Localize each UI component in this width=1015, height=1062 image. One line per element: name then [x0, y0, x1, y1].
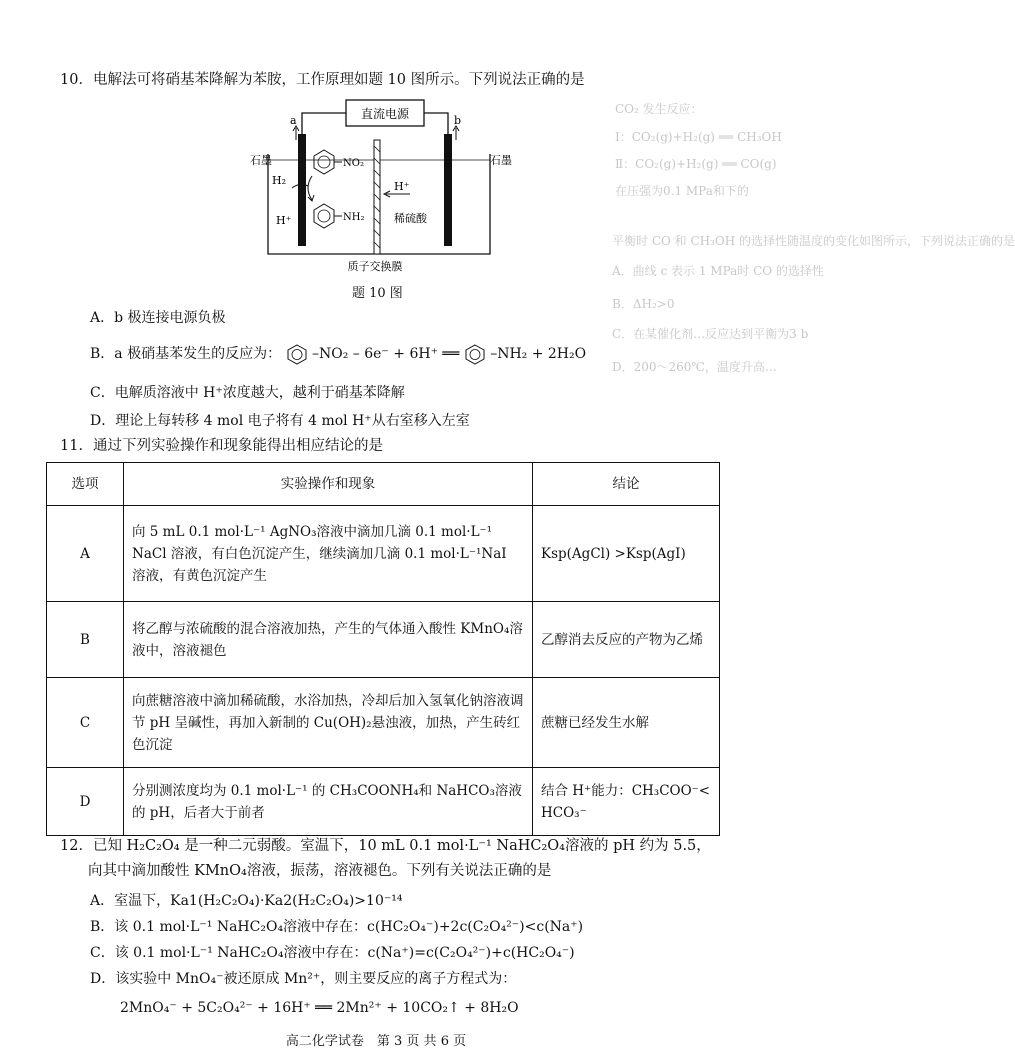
header-operation: 实验操作和现象 [124, 463, 533, 506]
acid-label: 稀硫酸 [394, 212, 427, 225]
no2-label: NO₂ [343, 158, 364, 169]
row-operation: 向 5 mL 0.1 mol·L⁻¹ AgNO₃溶液中滴加几滴 0.1 mol·L⁻¹ NaCl 溶液，有白色沉淀产生，继续滴加几滴 0.1 mol·L⁻¹NaI 溶液，有黄色沉淀产生 [124, 506, 533, 602]
q10-option-b [90, 344, 586, 364]
nitrobenzene-ring-icon [314, 150, 334, 174]
left-electrode-label: 石墨 [250, 154, 272, 167]
aromatic-circle-icon [318, 156, 330, 168]
row-conclusion: 结合 H⁺能力：CH₃COO⁻< HCO₃⁻ [533, 768, 720, 836]
arrow-up-icon [453, 126, 459, 140]
q12-option-a: A．室温下，Ka1(H₂C₂O₄)·Ka2(H₂C₂O₄)>10⁻¹⁴ [90, 893, 403, 909]
q12-stem-line2: 向其中滴加酸性 KMnO₄溶液，振荡，溶液褪色。下列有关说法正确的是 [88, 863, 552, 879]
row-conclusion: Ksp(AgCl) >Ksp(AgI) [533, 506, 720, 602]
q12-option-b: B．该 0.1 mol·L⁻¹ NaHC₂O₄溶液中存在：c(HC₂O₄⁻)+2c(C₂O₄²⁻)<c(Na⁺) [90, 919, 584, 935]
table-row [47, 506, 720, 602]
hplus-right-label: H⁺ [394, 180, 410, 193]
q10-option-b-product: –NH₂ + 2H₂O [490, 346, 587, 362]
q12-stem-line1: 12．已知 H₂C₂O₄ 是一种二元弱酸。室温下，10 mL 0.1 mol·L⁻¹ NaHC₂O₄溶液的 pH 约为 5.5， [60, 838, 711, 854]
header-conclusion: 结论 [533, 463, 720, 506]
ghost-line: Ⅰ：CO₂(g)+H₂(g) ══ CH₃OH [615, 130, 782, 144]
right-graphite-electrode [444, 134, 452, 246]
row-operation: 向蔗糖溶液中滴加稀硫酸，水浴加热，冷却后加入氢氧化钠溶液调节 pH 呈碱性，再加入新制的 Cu(OH)₂悬浊液，加热，产生砖红色沉淀 [124, 678, 533, 768]
row-conclusion: 蔗糖已经发生水解 [533, 678, 720, 768]
membrane-label: 质子交换膜 [347, 260, 403, 273]
page-footer: 高二化学试卷 第 3 页 共 6 页 [285, 1034, 467, 1049]
experiment-table [46, 462, 720, 836]
row-option: D [47, 768, 124, 836]
ghost-line: D．200～260℃，温度升高… [612, 360, 777, 374]
q11-stem: 11．通过下列实验操作和现象能得出相应结论的是 [60, 438, 383, 454]
ghost-line: Ⅱ：CO₂(g)+H₂(g) ══ CO(g) [615, 157, 777, 171]
curved-arrow-icon [308, 176, 312, 200]
figure-caption: 题 10 图 [352, 286, 403, 301]
aniline-ring-icon [314, 204, 334, 228]
table-header-row [47, 463, 720, 506]
q10-option-c: C．电解质溶液中 H⁺浓度越大，越利于硝基苯降解 [90, 385, 405, 401]
ghost-line: C．在某催化剂…反应达到平衡为3 b [612, 327, 809, 341]
q12-option-c: C．该 0.1 mol·L⁻¹ NaHC₂O₄溶液中存在：c(Na⁺)=c(C₂O₄²⁻)+c(HC₂O₄⁻) [90, 945, 575, 961]
benzene-ring-icon [286, 344, 308, 364]
table-row [47, 602, 720, 678]
terminal-b-label: b [454, 114, 462, 127]
q10-option-d: D．理论上每转移 4 mol 电子将有 4 mol H⁺从右室移入左室 [90, 413, 470, 429]
row-option: A [47, 506, 124, 602]
aromatic-circle-icon [318, 210, 330, 222]
power-supply-label: 直流电源 [360, 107, 410, 121]
right-electrode-label: 石墨 [490, 154, 512, 167]
q10-stem: 10．电解法可将硝基苯降解为苯胺，工作原理如题 10 图所示。下列说法正确的是 [60, 72, 585, 88]
table-row [47, 678, 720, 768]
row-option: B [47, 602, 124, 678]
row-conclusion: 乙醇消去反应的产物为乙烯 [533, 602, 720, 678]
row-option: C [47, 678, 124, 768]
table-row [47, 768, 720, 836]
wire-left [302, 113, 346, 136]
header-option: 选项 [47, 463, 124, 506]
electrolysis-diagram [250, 96, 520, 272]
nh2-label: NH₂ [343, 212, 365, 223]
ghost-line: 平衡时 CO 和 CH₃OH 的选择性随温度的变化如图所示，下列说法正确的是 [612, 234, 1015, 248]
h2-label: H₂ [272, 174, 287, 187]
hplus-left-label: H⁺ [276, 214, 292, 227]
terminal-a-label: a [290, 114, 297, 127]
row-operation: 将乙醇与浓硫酸的混合溶液加热，产生的气体通入酸性 KMnO₄溶液中，溶液褪色 [124, 602, 533, 678]
left-graphite-electrode [298, 134, 306, 246]
q12-option-d: D．该实验中 MnO₄⁻被还原成 Mn²⁺，则主要反应的离子方程式为： [90, 971, 517, 987]
q10-option-a: A．b 极连接电源负极 [90, 310, 226, 326]
q12-equation: 2MnO₄⁻ + 5C₂O₄²⁻ + 16H⁺ ══ 2Mn²⁺ + 10CO₂↑ + 8H₂O [120, 1000, 519, 1016]
ghost-line: 在压强为0.1 MPa和下的 [615, 184, 749, 198]
ghost-line: CO₂ 发生反应： [615, 102, 703, 116]
ghost-line: B．ΔH₂>0 [612, 297, 675, 311]
ghost-line: A．曲线 c 表示 1 MPa时 CO 的选择性 [612, 264, 824, 278]
q10-option-b-reaction: –NO₂ – 6e⁻ + 6H⁺ ══ [312, 346, 460, 362]
wire-right [424, 113, 448, 136]
benzene-ring-icon [464, 344, 486, 364]
row-operation: 分别测浓度均为 0.1 mol·L⁻¹ 的 CH₃COONH₄和 NaHCO₃溶液的 pH，后者大于前者 [124, 768, 533, 836]
q10-option-b-prefix: B．a 极硝基苯发生的反应为： [90, 346, 282, 362]
